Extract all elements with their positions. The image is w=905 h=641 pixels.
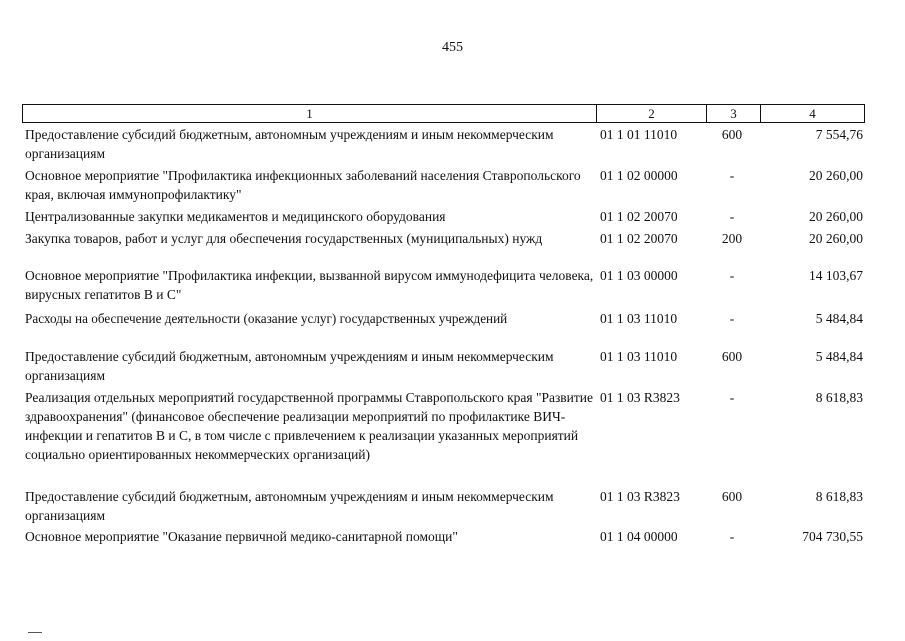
page-number: 455 (442, 40, 463, 55)
row-name: Реализация отдельных мероприятий государственной программы Ставропольского края "Развитие здравоохранения" (финансовое обеспечение реализации мероприятий по профилактике ВИЧ-инфекции и гепатитов В и С, в том числе с привлечением к реализации указанных мероприятий социально ориентированных некоммерческих организаций) (25, 390, 594, 462)
row-code: 01 1 03 R3823 (600, 489, 680, 504)
row-code: 01 1 02 20070 (600, 209, 678, 224)
column-header-4: 4 (760, 105, 864, 122)
row-type: - (729, 268, 735, 283)
row-type: - (729, 311, 735, 326)
row-name: Расходы на обеспечение деятельности (оказание услуг) государственных учреждений (25, 311, 508, 326)
row-code: 01 1 02 20070 (600, 231, 678, 246)
row-code: 01 1 03 11010 (600, 311, 678, 326)
row-type: - (729, 529, 735, 544)
row-type: - (729, 390, 735, 405)
column-header-3: 3 (706, 105, 760, 122)
row-amount: 20 260,00 (809, 231, 863, 246)
row-code: 01 1 01 11010 (600, 127, 678, 142)
row-name: Закупка товаров, работ и услуг для обеспечения государственных (муниципальных) нужд (25, 231, 543, 246)
row-amount: 20 260,00 (809, 209, 863, 224)
row-type: 200 (721, 231, 743, 246)
row-name: Предоставление субсидий бюджетным, автономным учреждениям и иным некоммерческим организациям (25, 489, 554, 523)
row-code: 01 1 02 00000 (600, 168, 678, 183)
table-header (22, 104, 865, 123)
row-amount: 8 618,83 (815, 390, 863, 405)
row-code: 01 1 03 11010 (600, 349, 678, 364)
column-header-2: 2 (596, 105, 706, 122)
row-code: 01 1 03 00000 (600, 268, 678, 283)
row-type: 600 (721, 349, 743, 364)
column-header-1: 1 (306, 106, 313, 121)
row-amount: 5 484,84 (815, 349, 863, 364)
row-name: Централизованные закупки медикаментов и медицинского оборудования (25, 209, 446, 224)
row-type: - (729, 209, 735, 224)
row-type: 600 (721, 127, 743, 142)
row-type: 600 (721, 489, 743, 504)
row-amount: 5 484,84 (815, 311, 863, 326)
row-code: 01 1 03 R3823 (600, 390, 680, 405)
row-name: Основное мероприятие "Профилактика инфекции, вызванной вирусом иммунодефицита человека, вирусных гепатитов В и С" (25, 268, 594, 302)
row-amount: 8 618,83 (815, 489, 863, 504)
row-name: Предоставление субсидий бюджетным, автономным учреждениям и иным некоммерческим организациям (25, 127, 554, 161)
row-code: 01 1 04 00000 (600, 529, 678, 544)
row-name: Основное мероприятие "Оказание первичной медико-санитарной помощи" (25, 529, 458, 544)
row-name: Предоставление субсидий бюджетным, автономным учреждениям и иным некоммерческим организациям (25, 349, 554, 383)
row-amount: 14 103,67 (809, 268, 863, 283)
row-amount: 20 260,00 (809, 168, 863, 183)
row-type: - (729, 168, 735, 183)
row-amount: 704 730,55 (802, 529, 863, 544)
row-amount: 7 554,76 (815, 127, 863, 142)
row-name: Основное мероприятие "Профилактика инфекционных заболеваний населения Ставропольского края, включая иммунопрофилактику" (25, 168, 581, 202)
